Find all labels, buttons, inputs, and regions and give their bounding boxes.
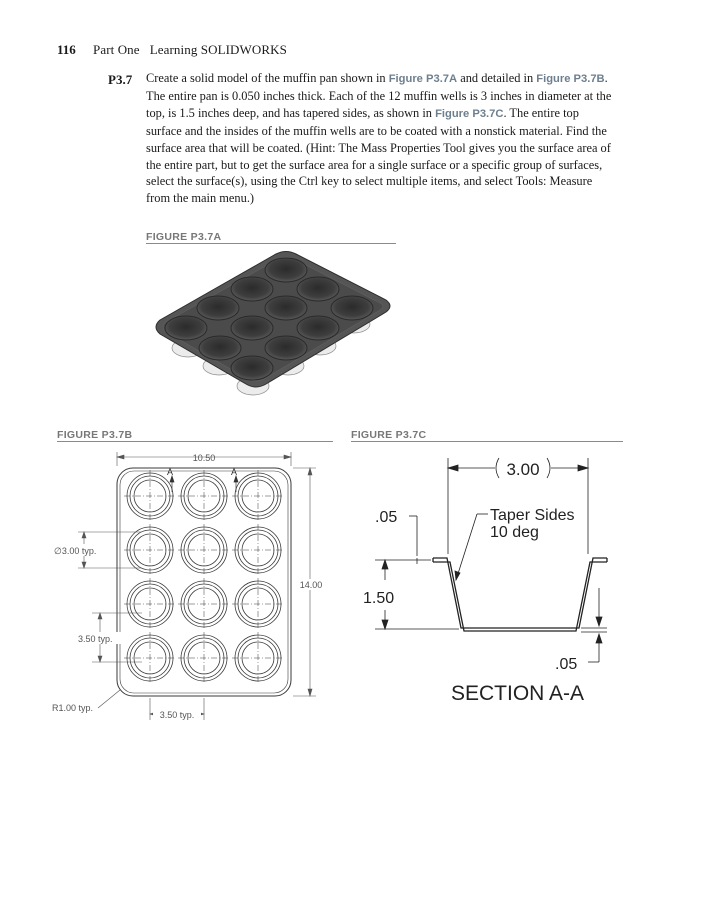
problem-number: P3.7 [108, 72, 133, 87]
muffin-well-top-view [178, 632, 230, 684]
section-title: SECTION A-A [451, 682, 585, 705]
dim-thickness-bottom: .05 [555, 656, 578, 673]
muffin-well-top-view [124, 632, 176, 684]
figure-ref-b[interactable]: Figure P3.7B [536, 73, 605, 85]
muffin-well-top-view [232, 524, 284, 576]
taper-note-line1: Taper Sides [490, 507, 575, 524]
muffin-well-top-view [124, 470, 176, 522]
muffin-well-top-view [232, 470, 284, 522]
muffin-well-top-view [178, 578, 230, 630]
section-mark-right: A [230, 467, 238, 477]
muffin-well-top-view [232, 632, 284, 684]
muffin-well-top-view [124, 578, 176, 630]
muffin-well-top-view [178, 470, 230, 522]
dim-depth: 1.50 [363, 590, 395, 607]
running-title: Part One Learning SOLIDWORKS [93, 42, 287, 57]
section-mark-left: A [166, 467, 174, 477]
taper-note-line2: 10 deg [490, 524, 539, 541]
dim-diameter: ∅3.00 typ. [54, 546, 97, 556]
dim-height: 14.00 [299, 580, 323, 590]
figure-c-label: FIGURE P3.7C [351, 429, 427, 441]
figure-ref-a[interactable]: Figure P3.7A [388, 73, 458, 85]
muffin-well-top-view [178, 524, 230, 576]
figure-a-label: FIGURE P3.7A [146, 231, 222, 243]
top-view-drawing [50, 448, 340, 728]
figure-ref-c[interactable]: Figure P3.7C [435, 107, 504, 120]
dim-spacing-horizontal: 3.50 typ. [159, 710, 195, 720]
figure-c-rule [351, 441, 623, 442]
dim-radius: R1.00 typ. [52, 703, 94, 713]
figure-b-label: FIGURE P3.7B [57, 429, 133, 441]
page-number: 116 [57, 42, 76, 57]
problem-text: Create a solid model of the muffin pan shown in Figure P3.7A and detailed in Figure P3.7B. The entire pan is 0.050 inches thick. Each of the 12 muffin wells is 3 inches in diameter at the top, is 1.5 inches deep, and has tapered sides, as shown in Figure P3.7C. The entire top surface and the insides of the muffin wells are to be coated with a nonstick material. Find the surface area that will be coated. (Hint: The Mass Properties Tool gives you the surface area of the entire part, but to get the surface area for a single surface or a specific group of surfaces, select the surface(s), using the Ctrl key to select multiple items, and select Tools: Measure from the main menu.) [146, 71, 612, 206]
section-view-drawing [355, 450, 625, 710]
dim-width: 10.50 [192, 453, 216, 463]
dim-top-diameter: 3.00 [506, 460, 540, 479]
dim-spacing-vertical: 3.50 typ. [78, 634, 113, 644]
figure-b-rule [57, 441, 333, 442]
muffin-well-top-view [232, 578, 284, 630]
muffin-pan-isometric [140, 248, 400, 408]
dim-thickness-top: .05 [375, 509, 398, 526]
figure-a-rule [146, 243, 396, 244]
